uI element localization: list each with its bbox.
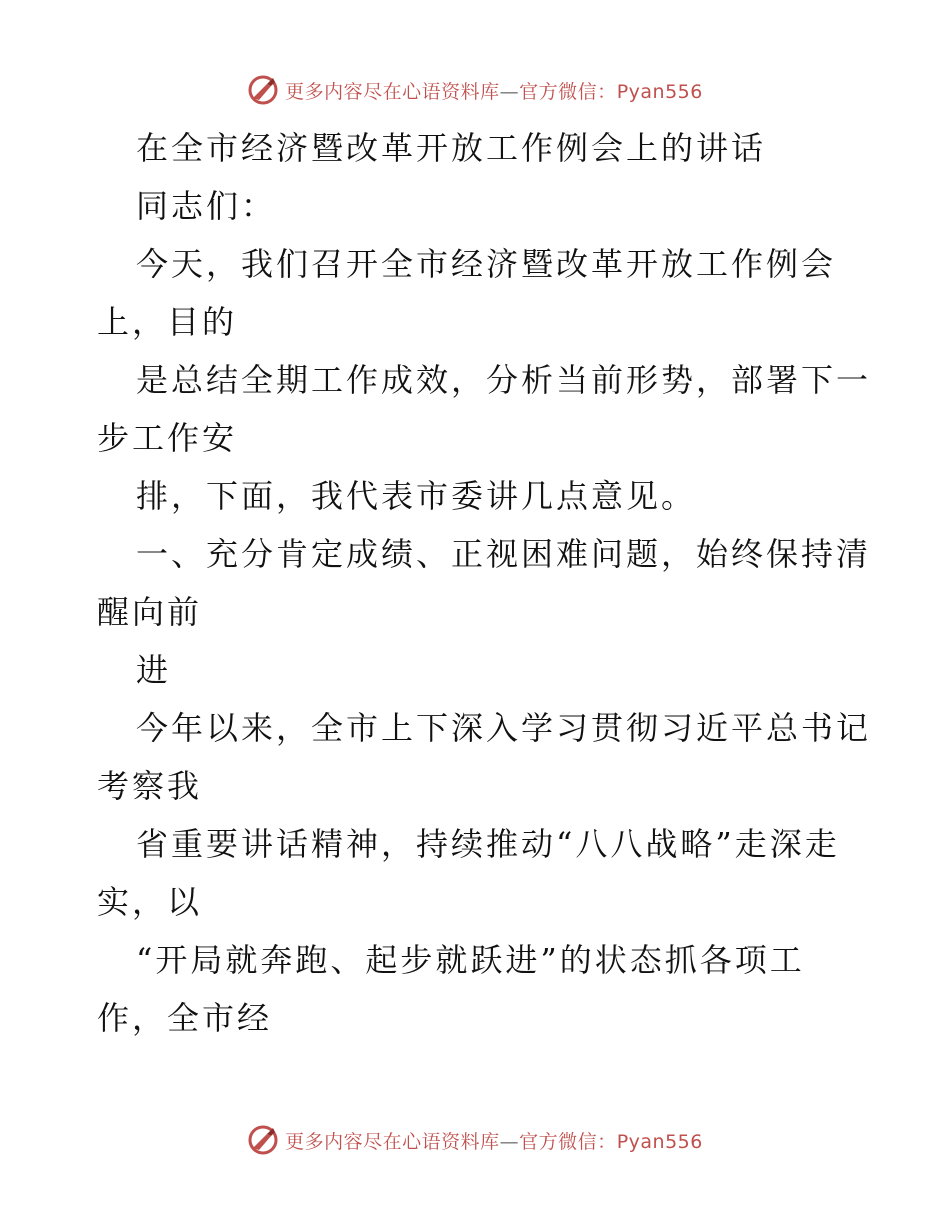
header-watermark-text — [285, 77, 703, 104]
footer-watermark-text — [285, 1127, 703, 1154]
header-site-text: 更多内容尽在心语资料库 — [285, 80, 500, 103]
section-heading-line: 醒向前 — [97, 593, 203, 631]
paragraph-line: 今年以来，全市上下深入学习贯彻习近平总书记 — [136, 709, 872, 747]
pen-logo-icon — [247, 1124, 279, 1156]
paragraph-line: 省重要讲话精神，持续推动“八八战略”走深走 — [136, 825, 840, 863]
section-heading-line: 进 — [136, 651, 172, 689]
paragraph-line: 考察我 — [97, 767, 203, 805]
paragraph-line: “开局就奔跑、起步就跃进”的状态抓各项工 — [136, 941, 805, 979]
paragraph-line: 作，全市经 — [97, 999, 273, 1037]
header-wechat-label: 官方微信： — [519, 80, 617, 103]
section-heading-line: 一、充分肯定成绩、正视困难问题，始终保持清 — [136, 535, 872, 573]
paragraph-line: 是总结全期工作成效，分析当前形势，部署下一 — [136, 361, 872, 399]
header-watermark — [0, 70, 950, 110]
footer-wechat-label: 官方微信： — [519, 1130, 617, 1153]
paragraph-line: 步工作安 — [97, 419, 238, 457]
paragraph-line: 实，以 — [97, 883, 203, 921]
header-wechat-id: Pyan556 — [616, 80, 703, 103]
footer-wechat-id: Pyan556 — [616, 1130, 703, 1153]
footer-site-text: 更多内容尽在心语资料库 — [285, 1130, 500, 1153]
salutation: 同志们： — [136, 187, 277, 225]
paragraph-line: 今天，我们召开全市经济暨改革开放工作例会 — [136, 245, 837, 283]
document-title: 在全市经济暨改革开放工作例会上的讲话 — [136, 129, 767, 167]
footer-separator: — — [499, 1130, 520, 1153]
pen-logo-icon — [247, 74, 279, 106]
paragraph-line: 排，下面，我代表市委讲几点意见。 — [136, 477, 697, 515]
header-separator: — — [499, 80, 520, 103]
paragraph-line: 上，目的 — [97, 303, 238, 341]
footer-watermark — [0, 1120, 950, 1160]
